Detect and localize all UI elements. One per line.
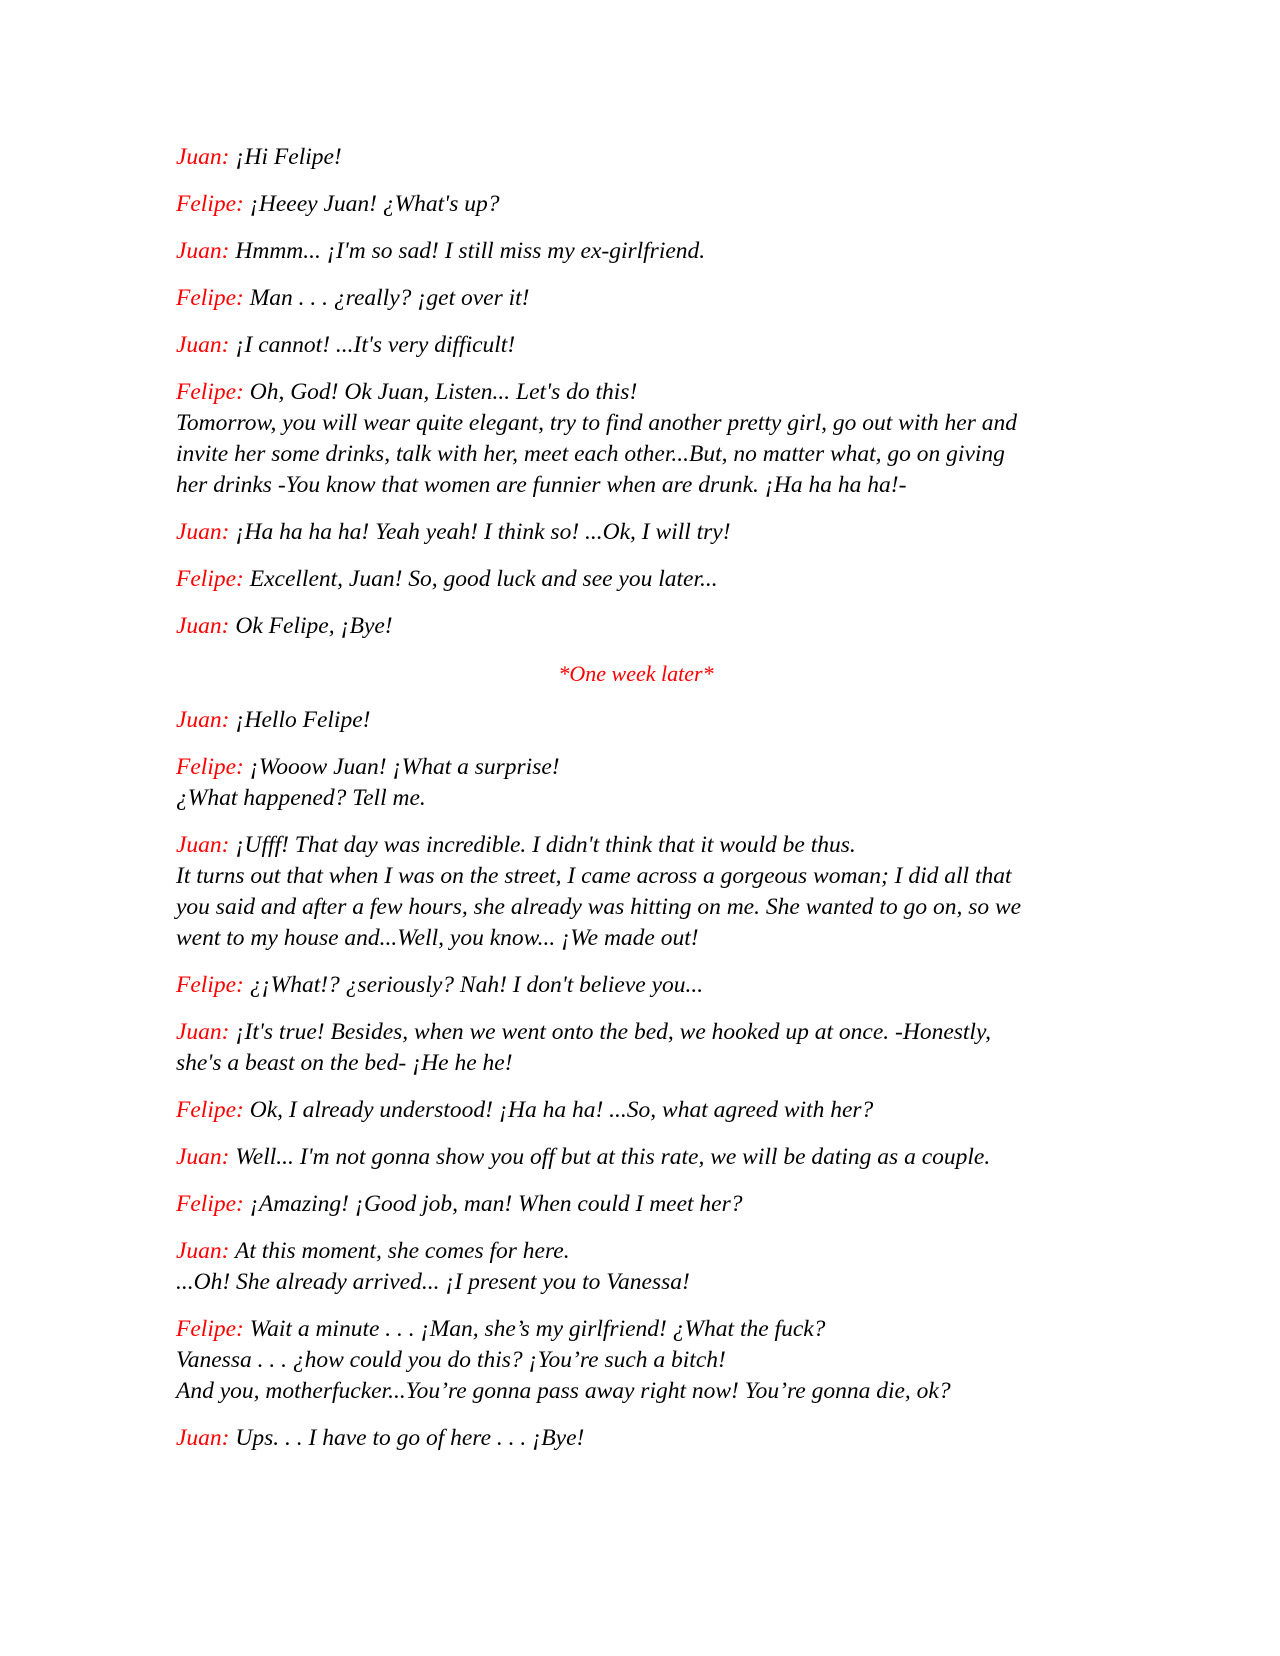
dialogue-line <box>176 408 1096 439</box>
dialogue-line <box>176 377 1096 408</box>
line-text: At this moment, she comes for here. <box>234 1238 570 1264</box>
line-text: invite her some drinks, talk with her, meet each other...But, no matter what, go on giving <box>176 441 1005 467</box>
speaker-name: Felipe: <box>176 1316 244 1342</box>
dialogue-line <box>176 236 1096 267</box>
line-text: you said and after a few hours, she already was hitting on me. She wanted to go on, so we <box>176 894 1022 920</box>
speaker-name: Felipe: <box>176 566 244 592</box>
dialogue-line <box>176 1236 1096 1267</box>
dialogue-line <box>176 1376 1096 1407</box>
dialogue-line <box>176 283 1096 314</box>
dialogue-entry <box>176 1017 1096 1079</box>
speaker-name: Felipe: <box>176 1191 244 1217</box>
line-text: It turns out that when I was on the street, I came across a gorgeous woman; I did all that <box>176 863 1012 889</box>
line-text: Vanessa . . . ¿how could you do this? ¡You’re such a bitch! <box>176 1347 726 1373</box>
document-page <box>176 142 1096 1470</box>
dialogue-line <box>176 564 1096 595</box>
dialogue-line <box>176 1314 1096 1345</box>
dialogue-line <box>176 892 1096 923</box>
speaker-name: Felipe: <box>176 191 244 217</box>
speaker-name: Juan: <box>176 707 230 733</box>
line-text: ¡Ufff! That day was incredible. I didn't think that it would be thus. <box>235 832 856 858</box>
dialogue-line <box>176 705 1096 736</box>
dialogue-entry <box>176 1314 1096 1407</box>
dialogue-line <box>176 1095 1096 1126</box>
line-text: ¡Hello Felipe! <box>235 707 371 733</box>
dialogue-entry <box>176 564 1096 595</box>
line-text: ¡I cannot! ...It's very difficult! <box>235 332 516 358</box>
line-text: Ok Felipe, ¡Bye! <box>235 613 393 639</box>
dialogue-part-2 <box>176 705 1096 1454</box>
line-text: ¡Wooow Juan! ¡What a surprise! <box>249 754 560 780</box>
line-text: ¿¡What!? ¿seriously? Nah! I don't believe you... <box>249 972 704 998</box>
dialogue-line <box>176 439 1096 470</box>
speaker-name: Felipe: <box>176 754 244 780</box>
dialogue-entry <box>176 1423 1096 1454</box>
dialogue-line <box>176 1142 1096 1173</box>
dialogue-line <box>176 330 1096 361</box>
speaker-name: Juan: <box>176 613 230 639</box>
line-text: Tomorrow, you will wear quite elegant, try to find another pretty girl, go out with her and <box>176 410 1017 436</box>
speaker-name: Felipe: <box>176 972 244 998</box>
speaker-name: Juan: <box>176 1425 230 1451</box>
line-text: Ok, I already understood! ¡Ha ha ha! ...So, what agreed with her? <box>249 1097 874 1123</box>
dialogue-line <box>176 470 1096 501</box>
dialogue-line <box>176 783 1096 814</box>
line-text: ...Oh! She already arrived... ¡I present you to Vanessa! <box>176 1269 690 1295</box>
line-text: her drinks -You know that women are funnier when are drunk. ¡Ha ha ha ha!- <box>176 472 907 498</box>
dialogue-line <box>176 752 1096 783</box>
dialogue-entry <box>176 830 1096 954</box>
dialogue-entry <box>176 611 1096 642</box>
dialogue-line <box>176 517 1096 548</box>
dialogue-entry <box>176 1095 1096 1126</box>
speaker-name: Juan: <box>176 519 230 545</box>
dialogue-line <box>176 1345 1096 1376</box>
line-text: And you, motherfucker...You’re gonna pass away right now! You’re gonna die, ok? <box>176 1378 951 1404</box>
line-text: ¡It's true! Besides, when we went onto the bed, we hooked up at once. -Honestly, <box>235 1019 991 1045</box>
dialogue-entry <box>176 377 1096 501</box>
dialogue-line <box>176 970 1096 1001</box>
line-text: ¿What happened? Tell me. <box>176 785 426 811</box>
dialogue-entry <box>176 1142 1096 1173</box>
dialogue-line <box>176 1017 1096 1048</box>
speaker-name: Juan: <box>176 1238 230 1264</box>
line-text: Man . . . ¿really? ¡get over it! <box>249 285 530 311</box>
scene-note: *One week later* <box>558 661 714 686</box>
dialogue-entry <box>176 752 1096 814</box>
line-text: ¡Amazing! ¡Good job, man! When could I meet her? <box>249 1191 743 1217</box>
speaker-name: Juan: <box>176 332 230 358</box>
speaker-name: Felipe: <box>176 285 244 311</box>
line-text: Wait a minute . . . ¡Man, she’s my girlfriend! ¿What the fuck? <box>249 1316 826 1342</box>
line-text: she's a beast on the bed- ¡He he he! <box>176 1050 513 1076</box>
dialogue-line <box>176 861 1096 892</box>
speaker-name: Felipe: <box>176 379 244 405</box>
dialogue-entry <box>176 970 1096 1001</box>
line-text: went to my house and...Well, you know... ¡We made out! <box>176 925 699 951</box>
dialogue-entry <box>176 1236 1096 1298</box>
dialogue-line <box>176 189 1096 220</box>
line-text: ¡Heeey Juan! ¿What's up? <box>249 191 500 217</box>
speaker-name: Juan: <box>176 144 230 170</box>
speaker-name: Juan: <box>176 1019 230 1045</box>
line-text: Well... I'm not gonna show you off but at this rate, we will be dating as a couple. <box>235 1144 991 1170</box>
dialogue-line <box>176 1423 1096 1454</box>
speaker-name: Juan: <box>176 1144 230 1170</box>
dialogue-entry <box>176 236 1096 267</box>
dialogue-entry <box>176 705 1096 736</box>
dialogue-part-1 <box>176 142 1096 642</box>
dialogue-line <box>176 142 1096 173</box>
dialogue-line <box>176 923 1096 954</box>
speaker-name: Felipe: <box>176 1097 244 1123</box>
line-text: ¡Hi Felipe! <box>235 144 342 170</box>
dialogue-line <box>176 611 1096 642</box>
speaker-name: Juan: <box>176 832 230 858</box>
dialogue-line <box>176 1189 1096 1220</box>
dialogue-entry <box>176 142 1096 173</box>
dialogue-entry <box>176 283 1096 314</box>
line-text: Ups. . . I have to go of here . . . ¡Bye! <box>235 1425 585 1451</box>
dialogue-entry <box>176 330 1096 361</box>
dialogue-line <box>176 1267 1096 1298</box>
dialogue-line <box>176 830 1096 861</box>
dialogue-entry <box>176 1189 1096 1220</box>
speaker-name: Juan: <box>176 238 230 264</box>
line-text: Oh, God! Ok Juan, Listen... Let's do this! <box>249 379 638 405</box>
line-text: ¡Ha ha ha ha! Yeah yeah! I think so! ...Ok, I will try! <box>235 519 731 545</box>
line-text: Hmmm... ¡I'm so sad! I still miss my ex-girlfriend. <box>235 238 706 264</box>
dialogue-entry <box>176 517 1096 548</box>
line-text: Excellent, Juan! So, good luck and see you later... <box>249 566 718 592</box>
dialogue-entry <box>176 189 1096 220</box>
dialogue-line <box>176 1048 1096 1079</box>
